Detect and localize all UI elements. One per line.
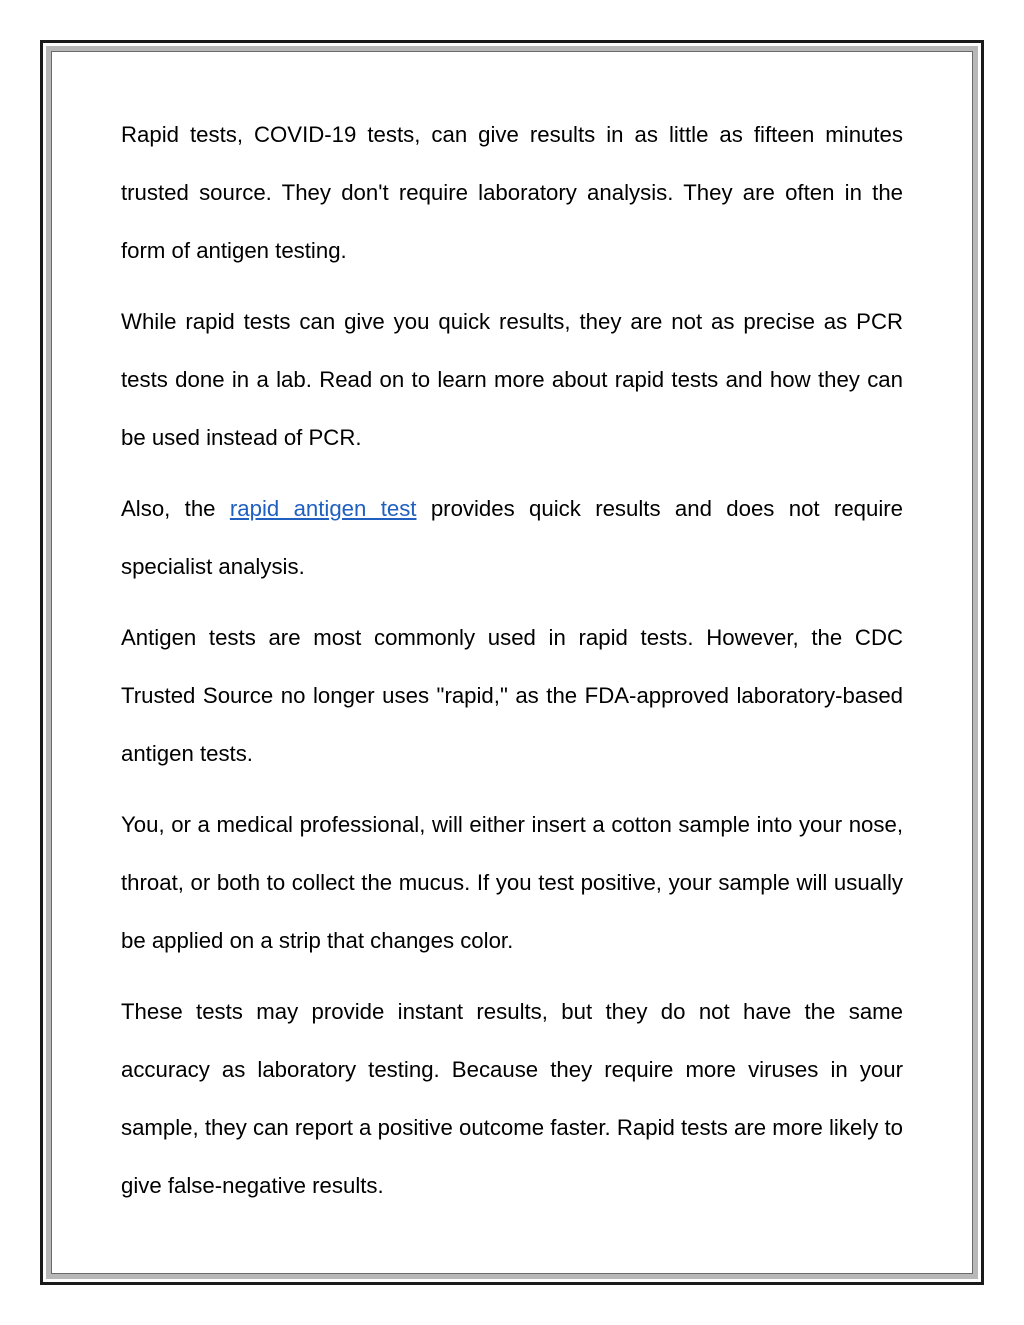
paragraph-text-after-link: provides quick results and does not require specialist analysis. [121,496,903,579]
paragraph-accuracy: These tests may provide instant results, but they do not have the same accuracy as laboratory testing. Because they require more viruses in your sample, they can report a positive outcome faster. Rapid tests are more likely to give false-negative results. [121,999,903,1198]
rapid-antigen-test-link[interactable]: rapid antigen test [229,496,417,521]
paragraph-rapid-antigen [121,480,903,596]
document-body [121,106,903,1228]
paragraph-rapid-tests-intro: Rapid tests, COVID-19 tests, can give results in as little as fifteen minutes trusted source. They don't require laboratory analysis. They are often in the form of antigen testing. [121,122,903,263]
paragraph-rapid-vs-pcr: While rapid tests can give you quick results, they are not as precise as PCR tests done in a lab. Read on to learn more about rapid tests and how they can be used instead of PCR. [121,309,903,450]
paragraph-text-before-link: Also, the [121,496,230,521]
paragraph-antigen-tests-cdc: Antigen tests are most commonly used in rapid tests. However, the CDC Trusted Source no longer uses "rapid," as the FDA-approved laboratory-based antigen tests. [121,625,903,766]
paragraph-sample-collection: You, or a medical professional, will either insert a cotton sample into your nose, throat, or both to collect the mucus. If you test positive, your sample will usually be applied on a strip that changes color. [121,812,903,953]
